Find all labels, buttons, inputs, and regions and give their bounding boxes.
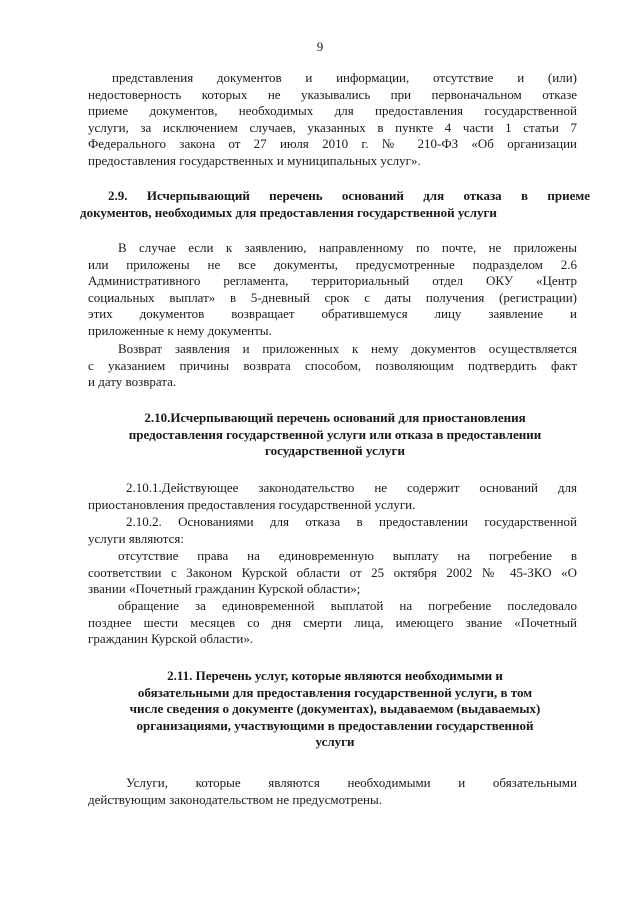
page-number: 9	[316, 39, 324, 54]
text-line: услуги, за исключением случаев, указанных в пункте 4 части 1 статьи 7	[88, 119, 577, 135]
text-line: отсутствие права на единовременную выплату на погребение в	[118, 548, 577, 563]
heading-line: документов, необходимых для предоставления государственной услуги	[80, 204, 497, 220]
text-line: социальных выплат» в 5-дневный срок с даты получения (регистрации)	[88, 289, 577, 305]
text-line: Федерального закона от 27 июля 2010 г. № 210-ФЗ «Об организации	[88, 136, 577, 152]
text-line: позднее шести месяцев со дня смерти лица, имеющего звание «Почетный	[88, 614, 577, 630]
text-line: действующим законодательством не предусмотрены.	[88, 791, 382, 807]
text-line: звании «Почетный гражданин Курской области»;	[88, 581, 361, 597]
paragraph-intro	[88, 70, 577, 170]
paragraph-2-10-2	[88, 514, 577, 547]
text-line: приеме документов, необходимых для предоставления государственной	[88, 103, 577, 119]
text-line: услуги являются:	[88, 530, 184, 546]
text-line: соответствии с Законом Курской области от 25 октября 2002 № 45-ЗКО «О	[88, 564, 577, 580]
heading-line: 2.11. Перечень услуг, которые являются необходимыми и	[167, 668, 503, 683]
heading-line: организациями, участвующими в предоставлении государственной	[136, 717, 534, 733]
heading-2-9	[80, 188, 590, 221]
heading-line: предоставления государственной услуги или отказа в предоставлении	[128, 426, 542, 442]
heading-line: государственной услуги	[265, 443, 405, 459]
text-line: приложенные к нему документы.	[88, 322, 272, 338]
text-line: Услуги, которые являются необходимыми и обязательными	[126, 775, 577, 790]
heading-line: обязательными для предоставления государственной услуги, в том	[137, 684, 533, 700]
paragraph-2-10-1	[88, 480, 577, 513]
text-line: или приложены не все документы, предусмотренные подразделом 2.6	[88, 256, 577, 272]
paragraph-2-9-b	[88, 341, 577, 391]
text-line: гражданин Курской области».	[88, 631, 254, 647]
paragraph-2-10-2-a	[88, 548, 577, 598]
text-line: и дату возврата.	[88, 374, 177, 390]
heading-2-11	[80, 668, 590, 751]
heading-line: числе сведения о документе (документах), выдаваемом (выдаваемых)	[129, 701, 541, 717]
text-line: этих документов возвращает обратившемуся лицу заявление и	[88, 306, 577, 322]
paragraph-2-9-a	[88, 240, 577, 340]
heading-line: 2.9. Исчерпывающий перечень оснований для отказа в приеме	[108, 188, 590, 203]
text-line: 2.10.1.Действующее законодательство не содержит оснований для	[126, 480, 577, 495]
text-line: Административного регламента, территориальный отдел ОКУ «Центр	[88, 273, 577, 289]
heading-line: услуги	[315, 734, 355, 750]
paragraph-2-10-2-b	[88, 598, 577, 648]
text-line: обращение за единовременной выплатой на погребение последовало	[118, 598, 577, 613]
text-line: приостановления предоставления государственной услуги.	[88, 496, 416, 512]
text-line: представления документов и информации, отсутствие и (или)	[112, 70, 577, 85]
text-line: Возврат заявления и приложенных к нему документов осуществляется	[118, 341, 577, 356]
heading-2-10	[80, 410, 590, 460]
text-line: с указанием причины возврата способом, позволяющим подтвердить факт	[88, 357, 577, 373]
paragraph-2-11	[88, 775, 577, 808]
text-line: предоставления государственных и муниципальных услуг».	[88, 152, 421, 168]
text-line: недостоверность которых не указывались при первоначальном отказе	[88, 86, 577, 102]
text-line: 2.10.2. Основаниями для отказа в предоставлении государственной	[126, 514, 577, 529]
text-line: В случае если к заявлению, направленному по почте, не приложены	[118, 240, 577, 255]
heading-line: 2.10.Исчерпывающий перечень оснований для приостановления	[144, 410, 526, 425]
